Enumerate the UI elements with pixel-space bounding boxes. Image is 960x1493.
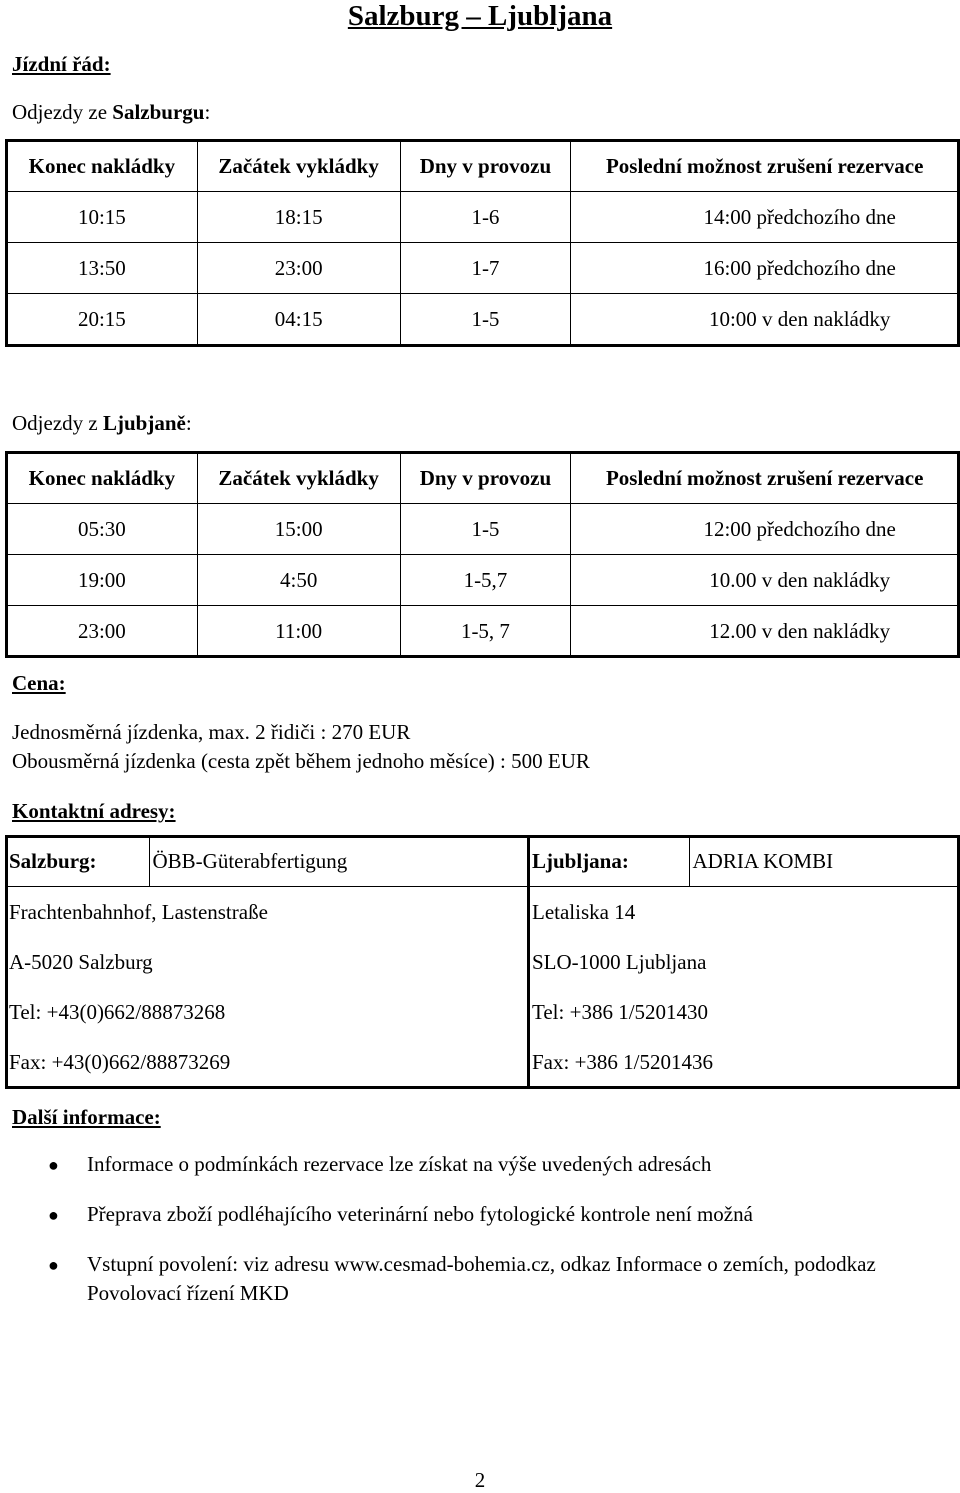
table-cell: 15:00 — [197, 504, 400, 555]
table-cell: 19:00 — [7, 555, 198, 606]
table-cell: 23:00 — [7, 606, 198, 657]
table-row — [7, 294, 959, 345]
table-cell: 12:00 předchozího dne — [571, 504, 959, 555]
salzburg-phone: Tel: +43(0)662/88873268 — [9, 999, 226, 1024]
table-cell: 14:00 předchozího dne — [571, 192, 959, 243]
table-cell: 18:15 — [197, 192, 400, 243]
table-row — [7, 243, 959, 294]
contacts-heading: Kontaktní adresy: — [12, 799, 176, 823]
salzburg-address-line: A-5020 Salzburg — [9, 949, 153, 974]
table-row — [6, 987, 959, 1037]
page-title: Salzburg – Ljubljana — [347, 0, 613, 32]
page-number: 2 — [474, 1468, 486, 1492]
salzburg-fax: Fax: +43(0)662/88873269 — [9, 1049, 231, 1074]
contacts-table — [6, 836, 959, 1087]
table-row — [7, 192, 959, 243]
table-row — [7, 504, 959, 555]
salzburg-label: Salzburg: — [6, 836, 149, 887]
column-header: Dny v provozu — [400, 141, 571, 192]
table-row — [6, 836, 959, 887]
column-header: Začátek vykládky — [197, 141, 400, 192]
column-header: Začátek vykládky — [197, 453, 400, 504]
table-cell: 12.00 v den nakládky — [571, 606, 959, 657]
column-header: Dny v provozu — [400, 453, 571, 504]
salzburg-departures-label: Odjezdy ze Salzburgu: — [12, 100, 211, 124]
ljubljana-address-line: SLO-1000 Ljubljana — [532, 949, 707, 974]
table-cell: 13:50 — [7, 243, 198, 294]
bullet-icon: ● — [48, 1205, 59, 1225]
ljubljana-address-line: Letaliska 14 — [532, 899, 636, 924]
table-header-row — [7, 453, 959, 504]
bullet-icon: ● — [48, 1255, 59, 1275]
price-line: Jednosměrná jízdenka, max. 2 řidiči : 270 EUR — [12, 720, 411, 744]
contacts-divider — [527, 835, 530, 1089]
info-list — [48, 1150, 938, 1329]
table-cell: 1-5, 7 — [400, 606, 571, 657]
table-cell: 11:00 — [197, 606, 400, 657]
column-header: Poslední možnost zrušení rezervace — [571, 141, 959, 192]
table-cell: 1-5 — [400, 294, 571, 345]
column-header: Konec nakládky — [7, 141, 198, 192]
table-cell: 1-5,7 — [400, 555, 571, 606]
table-row — [6, 887, 959, 938]
table-cell: 10:00 v den nakládky — [571, 294, 959, 345]
table-cell: 16:00 předchozího dne — [571, 243, 959, 294]
ljubljana-departures-label: Odjezdy z Ljubjaně: — [12, 411, 192, 435]
salzburg-timetable — [6, 140, 959, 345]
table-cell: 1-7 — [400, 243, 571, 294]
table-header-row — [7, 141, 959, 192]
list-item: ● Informace o podmínkách rezervace lze získat na výše uvedených adresách — [48, 1150, 938, 1179]
table-cell: 4:50 — [197, 555, 400, 606]
price-line: Obousměrná jízdenka (cesta zpět během jednoho měsíce) : 500 EUR — [12, 749, 590, 773]
timetable-heading: Jízdní řád: — [12, 52, 111, 76]
table-cell: 10:15 — [7, 192, 198, 243]
ljubljana-timetable — [6, 452, 959, 657]
column-header: Konec nakládky — [7, 453, 198, 504]
ljubljana-company: ADRIA KOMBI — [689, 836, 959, 887]
table-cell: 10.00 v den nakládky — [571, 555, 959, 606]
column-header: Poslední možnost zrušení rezervace — [571, 453, 959, 504]
list-item: ● Vstupní povolení: viz adresu www.cesmad-bohemia.cz, odkaz Informace o zemích, pododkaz Povolovací řízení MKD — [48, 1252, 876, 1305]
table-row — [7, 606, 959, 657]
table-cell: 1-5 — [400, 504, 571, 555]
info-heading: Další informace: — [12, 1105, 161, 1129]
table-row — [6, 1037, 959, 1087]
price-heading: Cena: — [12, 671, 66, 695]
table-row — [6, 937, 959, 987]
table-cell: 1-6 — [400, 192, 571, 243]
table-row — [7, 555, 959, 606]
salzburg-company: ÖBB-Güterabfertigung — [149, 836, 529, 887]
ljubljana-phone: Tel: +386 1/5201430 — [532, 999, 709, 1024]
list-item: ● Přeprava zboží podléhajícího veterinární nebo fytologické kontrole není možná — [48, 1200, 938, 1229]
table-cell: 23:00 — [197, 243, 400, 294]
ljubljana-label: Ljubljana: — [529, 836, 689, 887]
salzburg-address-line: Frachtenbahnhof, Lastenstraße — [9, 899, 268, 924]
table-cell: 05:30 — [7, 504, 198, 555]
table-cell: 20:15 — [7, 294, 198, 345]
bullet-icon: ● — [48, 1155, 59, 1175]
ljubljana-fax: Fax: +386 1/5201436 — [532, 1049, 714, 1074]
table-cell: 04:15 — [197, 294, 400, 345]
